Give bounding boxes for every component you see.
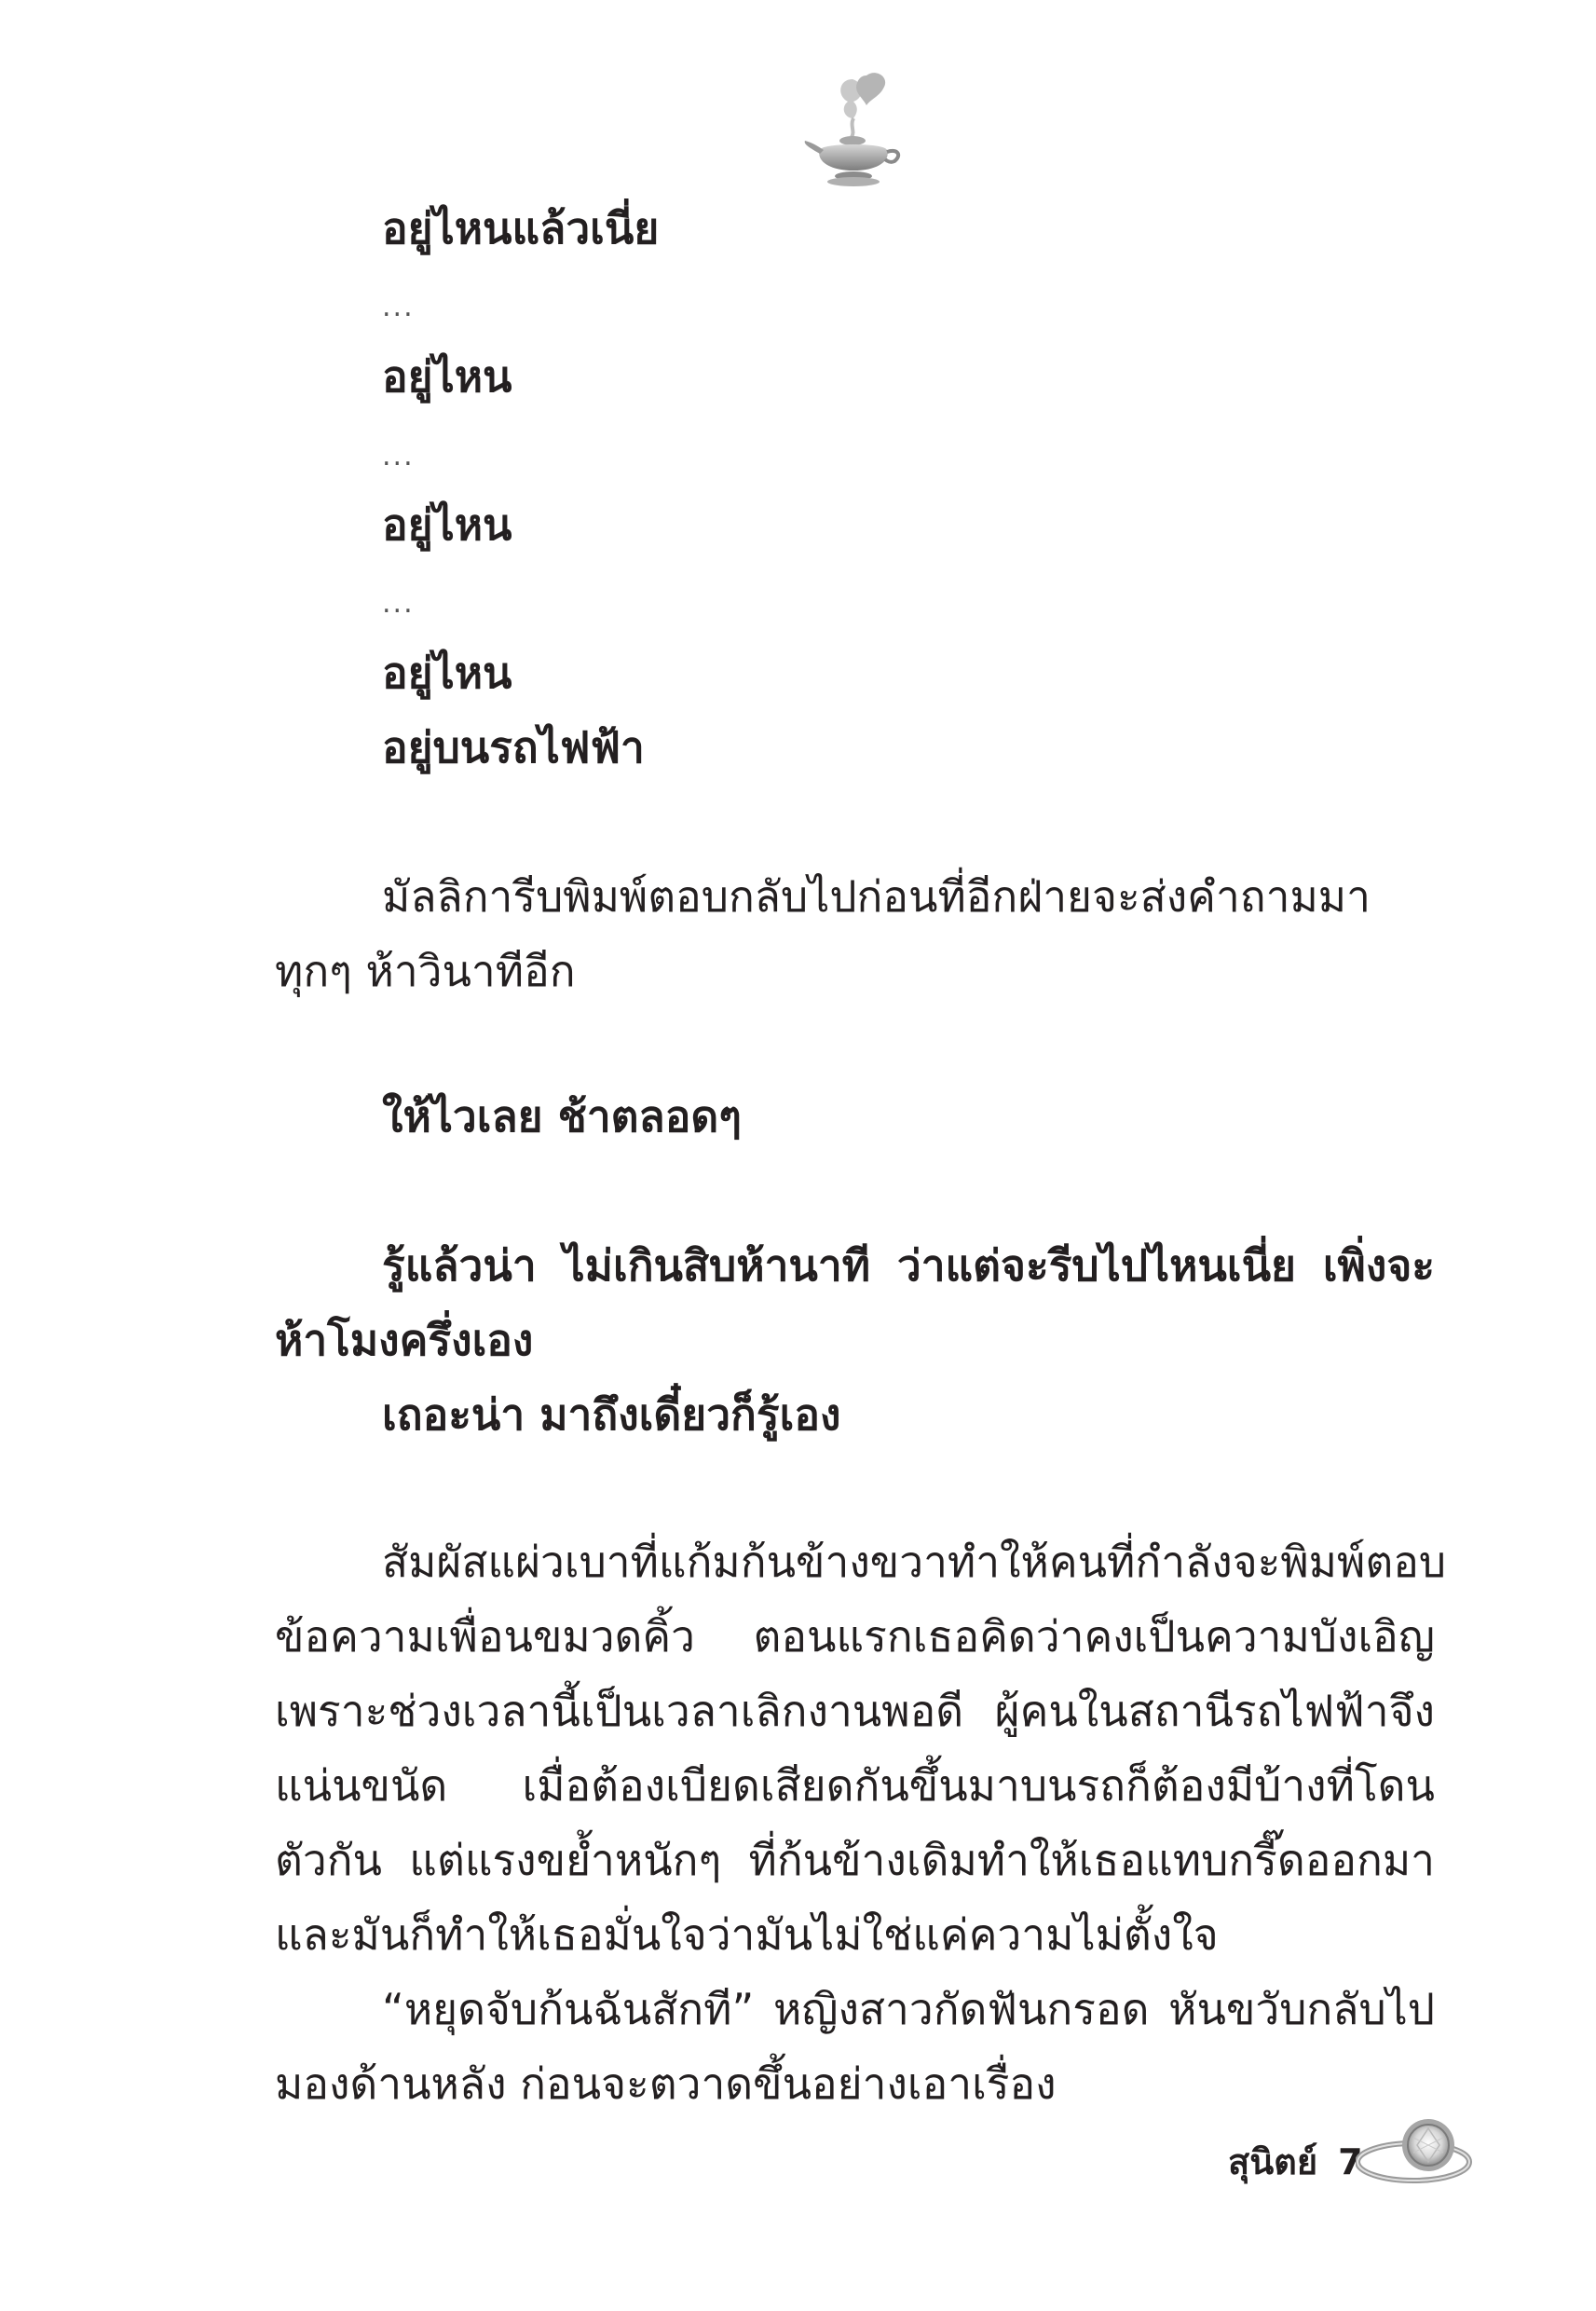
chat2-line-1: ให้ไวเลย ช้าตลอดๆ: [382, 1091, 742, 1142]
para2-line-1: สัมผัสแผ่วเบาที่แก้มก้นข้างขวาทำให้คนที่กำลังจะพิมพ์ตอบ: [382, 1537, 1447, 1587]
para2-line-4: แน่นขนัด เมื่อต้องเบียดเสียดกันขึ้นมาบนรถก็ต้องมีบ้างที่โดน: [275, 1760, 1435, 1811]
page-footer: [1228, 2139, 1363, 2185]
para3-line-2: มองด้านหลัง ก่อนจะตวาดขึ้นอย่างเอาเรื่อง: [275, 2058, 1057, 2109]
para2-line-3: เพราะช่วงเวลานี้เป็นเวลาเลิกงานพอดี ผู้คนในสถานีรถไฟฟ้าจึง: [275, 1686, 1435, 1736]
chat-line-5: อยู่บนรถไฟฟ้า: [382, 722, 645, 773]
ellipsis-2: ...: [382, 440, 415, 472]
para2-line-6: และมันก็ทำให้เธอมั่นใจว่ามันไม่ใช่แค่ความไม่ตั้งใจ: [275, 1909, 1219, 1960]
para2-line-2: ข้อความเพื่อนขมวดคิ้ว ตอนแรกเธอคิดว่าคงเป็นความบังเอิญ: [275, 1611, 1435, 1661]
chat3-line-2: ห้าโมงครึ่งเอง: [275, 1315, 534, 1365]
para1-line-1: มัลลิการีบพิมพ์ตอบกลับไปก่อนที่อีกฝ่ายจะส่งคำถามมา: [382, 871, 1371, 922]
para2-line-5: ตัวกัน แต่แรงขย้ำหนักๆ ที่ก้นข้างเดิมทำให้เธอแทบกรี๊ดออกมา: [275, 1835, 1435, 1885]
para1-line-2: ทุกๆ ห้าวินาทีอีก: [275, 946, 576, 996]
ellipsis-1: ...: [382, 291, 415, 323]
chat-line-2: อยู่ไหน: [382, 351, 512, 402]
chat-line-1: อยู่ไหนแล้วเนี่ย: [382, 203, 660, 253]
chat3-line-1: รู้แล้วน่า ไม่เกินสิบห้านาที ว่าแต่จะรีบไปไหนเนี่ย เพิ่งจะ: [382, 1240, 1435, 1291]
ellipsis-3: ...: [382, 587, 415, 620]
chat3-line-3: เถอะน่า มาถึงเดี๋ยวก็รู้เอง: [382, 1389, 841, 1440]
para3-line-1: “หยุดจับก้นฉันสักที” หญิงสาวกัดฟันกรอด หันขวับกลับไป: [382, 1984, 1435, 2034]
genie-lamp-icon: [801, 70, 904, 191]
running-title: สุนิตย์: [1228, 2141, 1318, 2182]
chat-line-3: อยู่ไหน: [382, 499, 512, 550]
page-number: 7: [1338, 2141, 1363, 2182]
diamond-ring-icon: [1356, 2108, 1481, 2196]
chat-line-4: อยู่ไหน: [382, 648, 512, 698]
